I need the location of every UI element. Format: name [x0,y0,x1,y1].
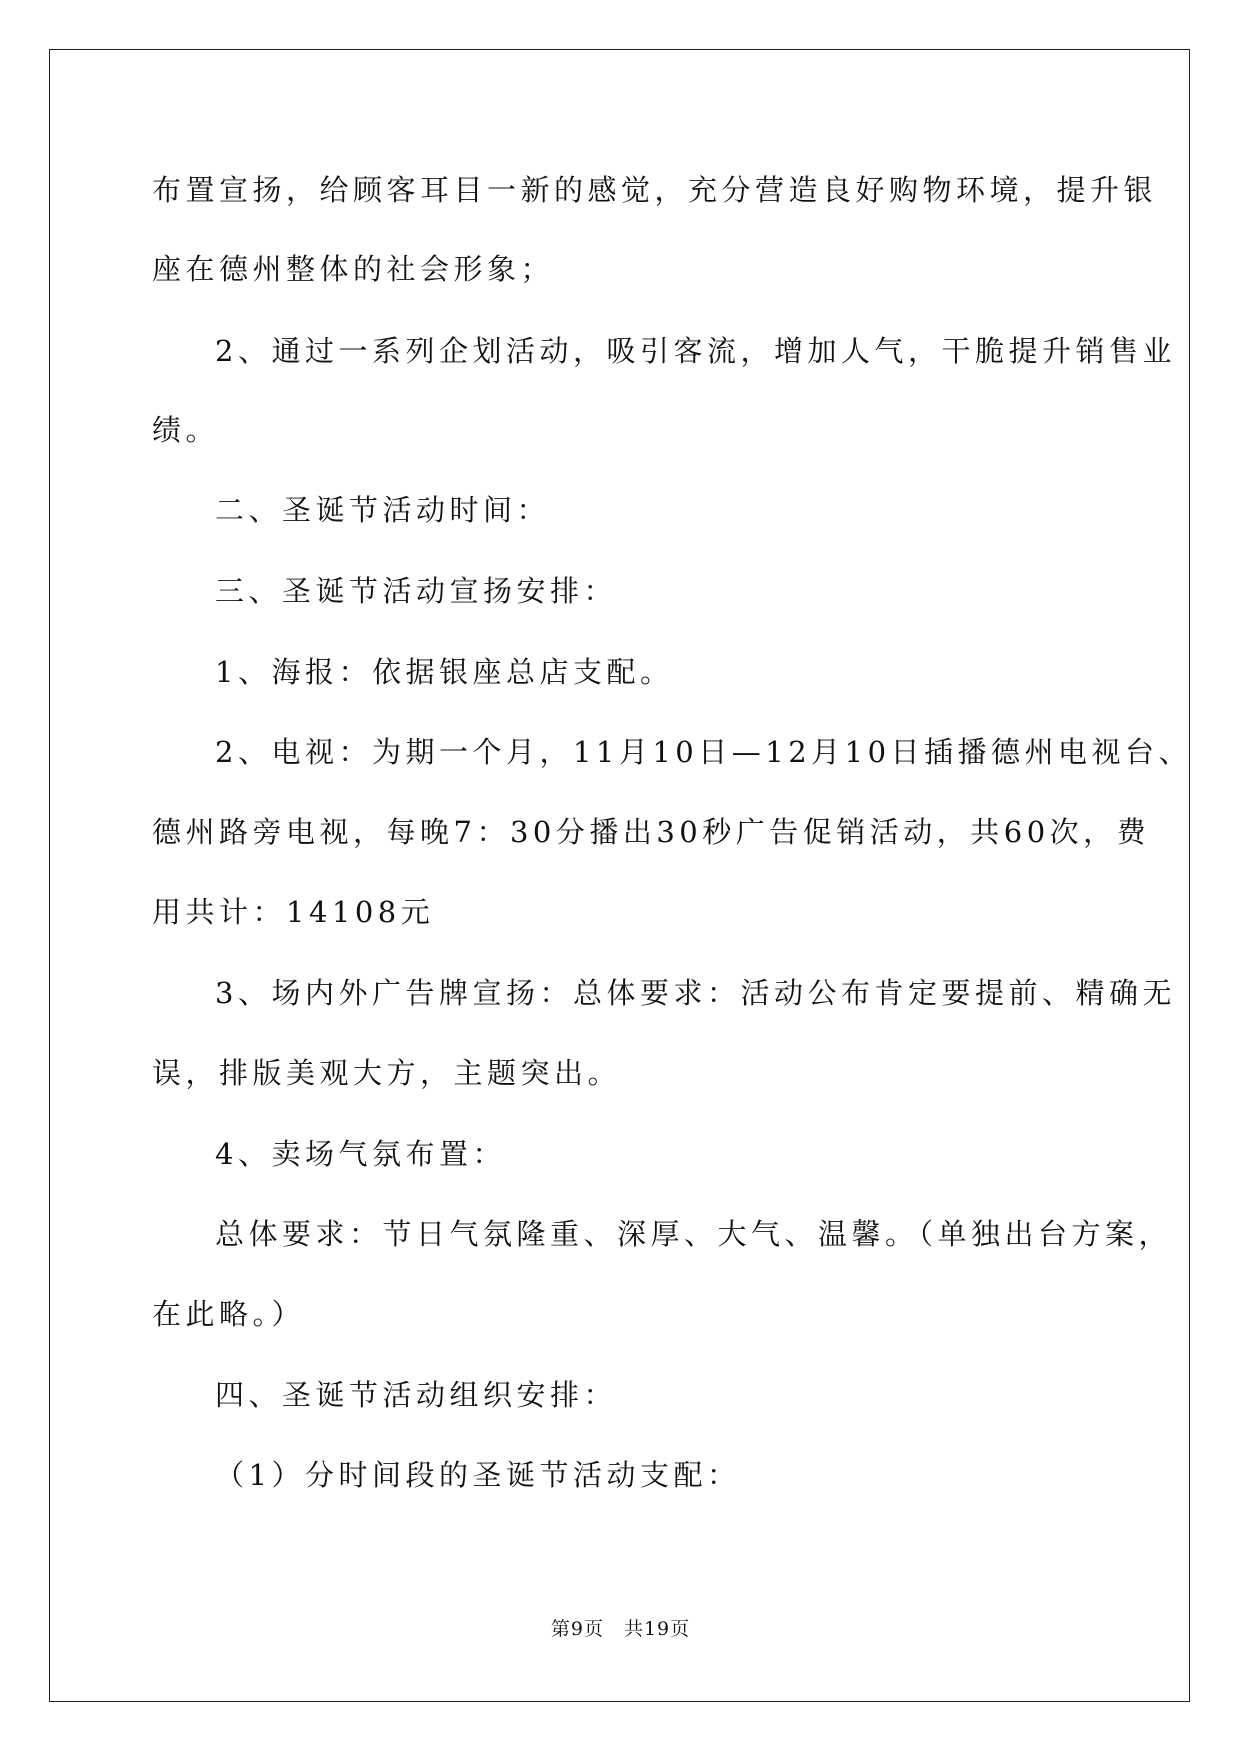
text-line: 总体要求：节日气氛隆重、深厚、大气、温馨。（单独出台方案， [215,1217,1173,1251]
text-line: （1）分时间段的圣诞节活动支配： [215,1458,741,1492]
text-line: 绩。 [152,413,220,447]
text-line: 1、海报：依据银座总店支配。 [215,655,674,689]
section-heading: 三、圣诞节活动宣扬安排： [215,574,618,608]
text-line: 4、卖场气氛布置： [215,1137,506,1171]
text-line: 用共计：14108元 [152,895,435,929]
page-number: 第9页 [550,1618,604,1640]
text-line: 在此略。） [152,1297,306,1331]
page-footer [0,1616,1241,1642]
text-line: 误，排版美观大方，主题突出。 [152,1056,622,1090]
text-line: 2、电视：为期一个月，11月10日—12月10日插播德州电视台、 [215,735,1193,769]
text-line: 2、通过一系列企划活动，吸引客流，增加人气，干脆提升销售业 [215,334,1176,368]
section-heading: 二、圣诞节活动时间： [215,493,551,527]
text-line: 3、场内外广告牌宣扬：总体要求：活动公布肯定要提前、精确无 [215,976,1176,1010]
section-heading: 四、圣诞节活动组织安排： [215,1378,618,1412]
text-line: 布置宣扬，给顾客耳目一新的感觉，充分营造良好购物环境，提升银 [152,173,1158,207]
text-line: 座在德州整体的社会形象； [152,252,555,286]
text-line: 德州路旁电视，每晚7：30分播出30秒广告促销活动，共60次，费 [152,815,1151,849]
page-total: 共19页 [623,1618,691,1640]
